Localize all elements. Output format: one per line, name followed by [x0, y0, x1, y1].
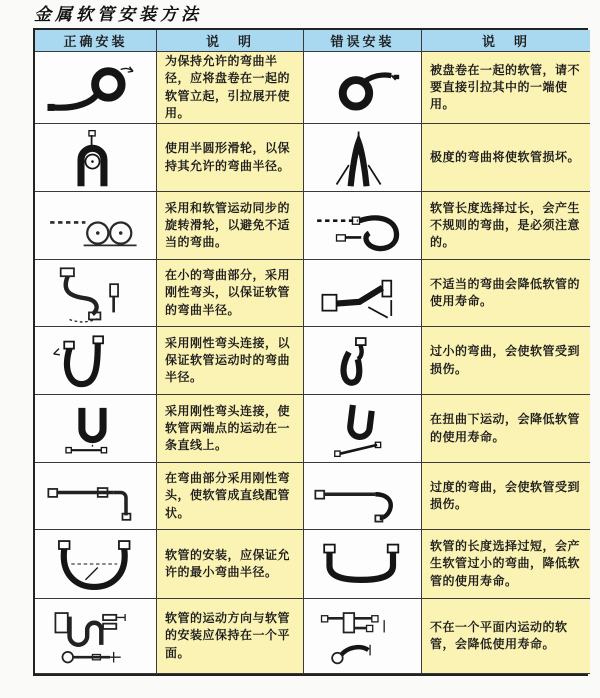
wrong-illustration-cell	[304, 260, 422, 327]
hose-out-of-plane-icon	[307, 606, 419, 666]
hose-improper-sharp-bend-icon	[307, 263, 419, 323]
correct-description: 软管的安装，应保证允许的最小弯曲半径。	[157, 530, 304, 599]
wrong-illustration-cell	[304, 124, 422, 192]
hose-too-short-flat-bend-icon	[307, 534, 419, 594]
header-description-1: 说 明	[157, 30, 304, 52]
correct-description: 在小的弯曲部分，采用刚性弯头，以保证软管的弯曲半径。	[157, 260, 304, 327]
u-hose-minimum-radius-icon	[40, 534, 152, 594]
installation-table	[33, 28, 588, 676]
wrong-illustration-cell	[304, 395, 422, 463]
correct-description: 采用和软管运动同步的旋转滑轮，以避免不适当的弯曲。	[157, 192, 304, 260]
correct-description: 为保持允许的弯曲半径，应将盘卷在一起的软管立起，引拉展开使用。	[157, 52, 304, 124]
header-wrong-install: 错误安装	[304, 30, 422, 52]
wrong-illustration-cell	[304, 463, 422, 530]
correct-illustration-cell	[35, 327, 157, 395]
rigid-elbow-connection-radius-icon	[40, 331, 152, 391]
wrong-illustration-cell	[304, 327, 422, 395]
hose-too-long-irregular-loop-icon	[307, 196, 419, 256]
wrong-description: 软管的长度选择过短，会产生软管过小的弯曲，降低软管的使用寿命。	[422, 530, 590, 599]
hose-too-small-bend-icon	[307, 331, 419, 391]
correct-description: 采用刚性弯头连接，以保证软管运动时的弯曲半径。	[157, 327, 304, 395]
rigid-elbow-small-bend-icon	[40, 263, 152, 323]
hose-over-半round-pulley-icon	[40, 128, 152, 188]
hose-synchronized-rollers-icon	[40, 196, 152, 256]
header-description-2: 说 明	[422, 30, 590, 52]
wrong-description: 不在一个平面内运动的软管，会降低使用寿命。	[422, 599, 590, 674]
u-hose-twisted-motion-icon	[307, 399, 419, 459]
pipe-excessive-bend-icon	[307, 466, 419, 526]
wrong-description: 不适当的弯曲会降低软管的使用寿命。	[422, 260, 590, 327]
hose-coil-uncoiled-flat-icon	[40, 58, 152, 118]
correct-description: 软管的运动方向与软管的安装应保持在一个平面。	[157, 599, 304, 674]
correct-illustration-cell	[35, 260, 157, 327]
wrong-illustration-cell	[304, 530, 422, 599]
straight-pipe-rigid-elbow-icon	[40, 466, 152, 526]
correct-illustration-cell	[35, 463, 157, 530]
wrong-description: 极度的弯曲将使软管损坏。	[422, 124, 590, 192]
correct-description: 使用半圆形滑轮，以保持其允许的弯曲半径。	[157, 124, 304, 192]
wrong-illustration-cell	[304, 599, 422, 674]
u-hose-aligned-motion-icon	[40, 399, 152, 459]
wrong-description: 被盘卷在一起的软管，请不要直接引拉其中的一端使用。	[422, 52, 590, 124]
header-correct-install: 正确安装	[35, 30, 157, 52]
page-title: 金属软管安装方法	[34, 5, 202, 24]
correct-illustration-cell	[35, 192, 157, 260]
wrong-illustration-cell	[304, 52, 422, 124]
hose-coil-pulled-end-icon	[307, 58, 419, 118]
correct-illustration-cell	[35, 124, 157, 192]
wrong-description: 在扭曲下运动，会降低软管的使用寿命。	[422, 395, 590, 463]
wrong-description: 过度的弯曲，会使软管受到损伤。	[422, 463, 590, 530]
correct-illustration-cell	[35, 530, 157, 599]
hose-trap-same-plane-icon	[40, 606, 152, 666]
correct-illustration-cell	[35, 52, 157, 124]
correct-illustration-cell	[35, 395, 157, 463]
wrong-description: 过小的弯曲，会使软管受到损伤。	[422, 327, 590, 395]
correct-description: 采用刚性弯头连接，使软管两端点的运动在一条直线上。	[157, 395, 304, 463]
hose-extreme-bend-icon	[307, 128, 419, 188]
wrong-description: 软管长度选择过长，会产生不规则的弯曲，是必须注意的。	[422, 192, 590, 260]
correct-description: 在弯曲部分采用刚性弯头，使软管成直线配管状。	[157, 463, 304, 530]
wrong-illustration-cell	[304, 192, 422, 260]
correct-illustration-cell	[35, 599, 157, 674]
